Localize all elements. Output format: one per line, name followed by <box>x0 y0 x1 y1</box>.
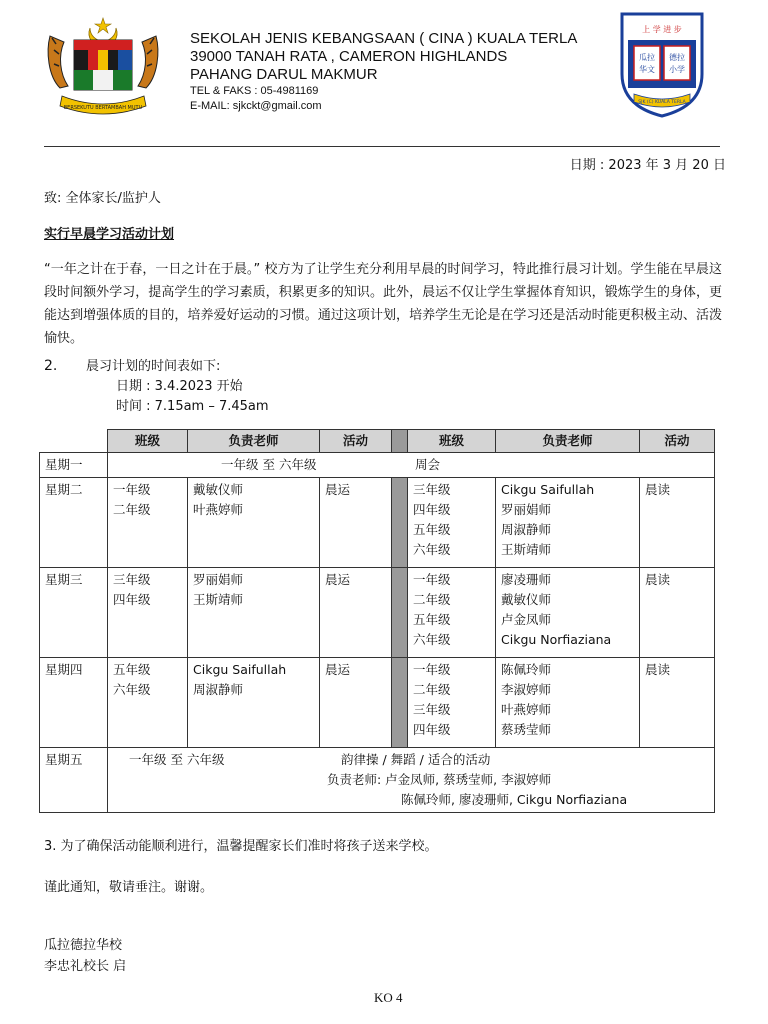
table-row <box>40 658 715 748</box>
teacher-name: 叶燕婷师 <box>193 502 244 517</box>
activity-cell: 晨读 <box>640 658 715 748</box>
teacher-name: 周淑静师 <box>501 522 552 537</box>
activity-cell: 晨读 <box>640 478 715 568</box>
class-label: 六年级 <box>413 542 451 557</box>
class-label: 六年级 <box>113 682 151 697</box>
friday-cell <box>108 748 715 813</box>
teacher-name: 王斯靖师 <box>501 542 552 557</box>
class-label: 六年级 <box>413 632 451 647</box>
class-label: 四年级 <box>413 502 451 517</box>
svg-text:德拉: 德拉 <box>669 53 685 62</box>
svg-text:瓜拉: 瓜拉 <box>639 53 655 62</box>
class-cell <box>408 658 496 748</box>
school-name: SEKOLAH JENIS KEBANGSAAN ( CINA ) KUALA TERLA <box>190 30 578 47</box>
table-corner <box>40 430 108 453</box>
svg-text:BERSEKUTU BERTAMBAH MUTU: BERSEKUTU BERTAMBAH MUTU <box>63 105 143 111</box>
activity-cell: 晨运 <box>320 658 392 748</box>
column-header: 负责老师 <box>496 430 640 453</box>
closing-line: 谨此通知，敬请垂注。谢谢。 <box>44 880 214 895</box>
teacher-name: 廖凌珊师 <box>501 572 552 587</box>
friday-teachers-line2: 陈佩玲师, 廖凌珊师, Cikgu Norfiaziana <box>401 792 628 807</box>
teacher-cell <box>188 658 320 748</box>
school-address-line2: PAHANG DARUL MAKMUR <box>190 66 378 83</box>
column-separator <box>392 430 408 453</box>
class-cell <box>408 568 496 658</box>
class-label: 三年级 <box>413 702 451 717</box>
letter-date: 日期 : 2023 年 3 月 20 日 <box>569 158 726 173</box>
teacher-cell <box>188 478 320 568</box>
class-label: 四年级 <box>413 722 451 737</box>
recipient-line: 致: 全体家长/监护人 <box>44 191 161 206</box>
column-header: 班级 <box>408 430 496 453</box>
monday-classes: 一年级 至 六年级 <box>221 457 317 472</box>
table-row <box>40 453 715 478</box>
friday-classes: 一年级 至 六年级 <box>129 752 225 767</box>
column-separator <box>392 658 408 748</box>
teacher-name: 李淑婷师 <box>501 682 552 697</box>
table-row <box>40 568 715 658</box>
teacher-cell <box>496 658 640 748</box>
signature-principal: 李忠礼校长 启 <box>44 959 127 974</box>
signature-school: 瓜拉德拉华校 <box>44 938 123 953</box>
teacher-name: Cikgu Norfiaziana <box>501 632 612 647</box>
day-cell: 星期五 <box>40 748 108 813</box>
teacher-name: 戴敏仪师 <box>501 592 552 607</box>
friday-activity: 韵律操 / 舞蹈 / 适合的活动 <box>341 752 491 767</box>
day-cell: 星期二 <box>40 478 108 568</box>
column-separator <box>392 568 408 658</box>
monday-cell <box>108 453 715 478</box>
teacher-name: Cikgu Saifullah <box>501 482 595 497</box>
teacher-cell <box>496 478 640 568</box>
class-label: 二年级 <box>113 502 151 517</box>
school-badge-logo <box>618 10 706 118</box>
teacher-name: 陈佩玲师 <box>501 662 552 677</box>
school-email: E-MAIL: sjkckt@gmail.com <box>190 100 322 112</box>
school-tel: TEL & FAKS : 05-4981169 <box>190 85 319 97</box>
class-cell <box>108 658 188 748</box>
teacher-name: 罗丽娟师 <box>193 572 244 587</box>
letter-subject: 实行早晨学习活动计划 <box>44 227 175 242</box>
schedule-time: 时间 : 7.15am – 7.45am <box>116 399 269 414</box>
table-row <box>40 478 715 568</box>
class-label: 二年级 <box>413 592 451 607</box>
monday-activity: 周会 <box>414 457 440 472</box>
table-header-row <box>40 430 715 453</box>
svg-text:上 学 进 步: 上 学 进 步 <box>642 25 682 34</box>
class-label: 一年级 <box>113 482 151 497</box>
teacher-cell <box>496 568 640 658</box>
schedule-table <box>39 429 715 813</box>
day-cell: 星期三 <box>40 568 108 658</box>
activity-cell: 晨运 <box>320 568 392 658</box>
svg-text:小学: 小学 <box>669 65 685 74</box>
page-footer: KO 4 <box>374 990 403 1005</box>
teacher-name: Cikgu Saifullah <box>193 662 287 677</box>
teacher-name: 蔡琇莹师 <box>501 722 552 737</box>
teacher-name: 王斯靖师 <box>193 592 244 607</box>
schedule-intro <box>44 356 269 417</box>
column-header: 活动 <box>320 430 392 453</box>
teacher-name: 周淑静师 <box>193 682 244 697</box>
section-number: 2. <box>44 358 58 374</box>
class-label: 三年级 <box>113 572 151 587</box>
school-header <box>190 30 577 114</box>
class-cell <box>108 568 188 658</box>
teacher-name: 叶燕婷师 <box>501 702 552 717</box>
class-label: 五年级 <box>113 662 151 677</box>
class-label: 五年级 <box>413 612 451 627</box>
column-header: 活动 <box>640 430 715 453</box>
table-row <box>40 748 715 813</box>
class-label: 一年级 <box>413 662 451 677</box>
day-cell: 星期四 <box>40 658 108 748</box>
coat-of-arms-logo <box>44 16 162 120</box>
schedule-start-date: 日期 : 3.4.2023 开始 <box>116 379 243 394</box>
teacher-cell <box>188 568 320 658</box>
class-cell <box>408 478 496 568</box>
class-label: 三年级 <box>413 482 451 497</box>
class-label: 四年级 <box>113 592 151 607</box>
class-label: 五年级 <box>413 522 451 537</box>
column-header: 负责老师 <box>188 430 320 453</box>
class-label: 一年级 <box>413 572 451 587</box>
activity-cell: 晨读 <box>640 568 715 658</box>
svg-text:华文: 华文 <box>639 65 655 74</box>
column-header: 班级 <box>108 430 188 453</box>
class-label: 二年级 <box>413 682 451 697</box>
intro-paragraph: “一年之计在于春，一日之计在于晨。” 校方为了让学生充分利用早晨的时间学习，特此推行晨习计划。学生能在早晨这段时间额外学习，提高学生的学习素质，积累更多的知识。此外，晨运不仅让学生掌握体育知识，锻炼学生的身体，更能达到增强体质的目的，培养爱好运动的习惯。通过这项计划，培养学生无论是在学习还是活动时能更积极主动、活泼愉快。 <box>44 262 722 346</box>
school-address-line1: 39000 TANAH RATA , CAMERON HIGHLANDS <box>190 48 508 65</box>
schedule-intro-title: 晨习计划的时间表如下: <box>86 359 221 374</box>
reminder-note: 3. 为了确保活动能顺利进行，温馨提醒家长们准时将孩子送来学校。 <box>44 839 438 854</box>
column-separator <box>392 478 408 568</box>
svg-text:SJK (C) KUALA TERLA: SJK (C) KUALA TERLA <box>638 100 686 105</box>
teacher-name: 卢金凤师 <box>501 612 552 627</box>
day-cell: 星期一 <box>40 453 108 478</box>
activity-cell: 晨运 <box>320 478 392 568</box>
header-divider <box>44 146 720 147</box>
teacher-name: 罗丽娟师 <box>501 502 552 517</box>
teacher-name: 戴敏仪师 <box>193 482 244 497</box>
class-cell <box>108 478 188 568</box>
friday-teachers-line1: 负责老师: 卢金凤师, 蔡琇莹师, 李淑婷师 <box>327 772 552 787</box>
